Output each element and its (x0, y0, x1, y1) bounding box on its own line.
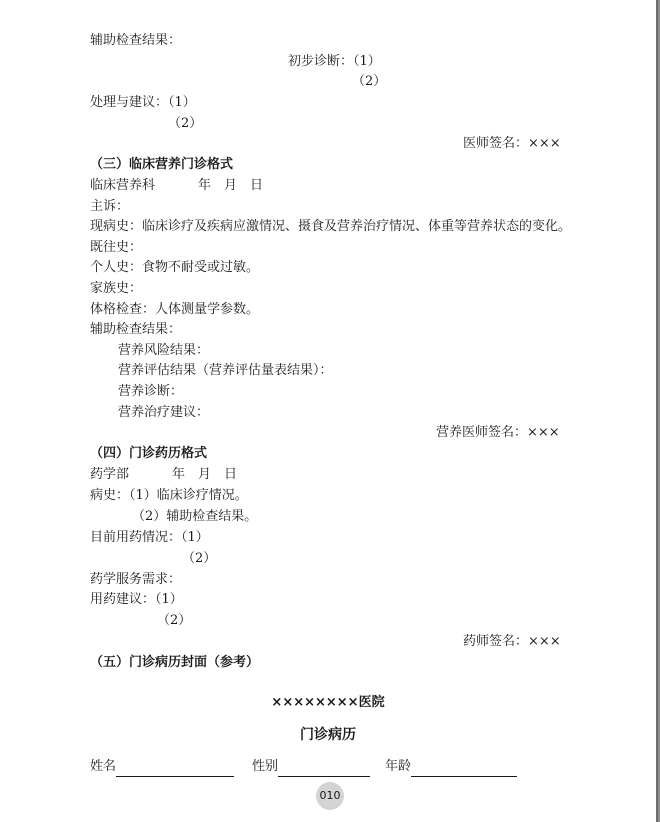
family-history: 家族史： (90, 281, 143, 296)
nutrition-date: 年 月 日 (198, 178, 264, 193)
medical-history-2: （2）辅助检查结果。 (132, 509, 258, 524)
medical-history-1: 病史：（1）临床诊疗情况。 (90, 488, 248, 503)
nutrition-assessment: 营养评估结果（营养评估量表结果）： (118, 363, 333, 378)
current-medication-2: （2） (182, 551, 217, 566)
age-blank (411, 760, 517, 777)
hospital-name: ××××××××医院 (271, 695, 385, 710)
age-field (385, 757, 517, 777)
pharmacy-service-needs: 药学服务需求： (90, 572, 182, 587)
gender-blank (278, 760, 370, 777)
nutrition-therapy-advice: 营养治疗建议： (118, 405, 210, 420)
current-medication-1: 目前用药情况：（1） (90, 530, 209, 545)
chief-complaint: 主诉： (90, 199, 130, 214)
nutrition-dept: 临床营养科 (90, 178, 156, 193)
pharmacist-signature: 药师签名：××× (463, 634, 561, 649)
medication-advice-2: （2） (157, 613, 192, 628)
section-5-title: （五）门诊病历封面（参考） (90, 655, 260, 670)
pharmacy-date: 年 月 日 (172, 467, 238, 482)
doctor-signature: 医师签名：××× (463, 136, 561, 151)
section-3-title: （三）临床营养门诊格式 (90, 157, 234, 172)
aux-exam-label: 辅助检查结果： (90, 33, 182, 48)
cover-title: 门诊病历 (300, 727, 356, 743)
gender-label: 性别 (252, 759, 279, 774)
gender-field (252, 757, 370, 777)
pharmacy-dept: 药学部 (90, 467, 130, 482)
name-blank (116, 760, 234, 777)
page-number: 010 (316, 782, 344, 810)
name-label: 姓名 (90, 759, 117, 774)
physical-exam: 体格检查：人体测量学参数。 (90, 302, 260, 317)
nutrition-aux-exam: 辅助检查结果： (90, 322, 182, 337)
treatment-advice-2: （2） (168, 116, 203, 131)
nutrition-diagnosis: 营养诊断： (118, 384, 184, 399)
personal-history: 个人史：食物不耐受或过敏。 (90, 260, 260, 275)
medication-advice-1: 用药建议：（1） (90, 592, 183, 607)
section-4-title: （四）门诊药历格式 (90, 446, 208, 461)
age-label: 年龄 (385, 759, 412, 774)
treatment-advice-1: 处理与建议：（1） (90, 95, 196, 110)
past-history: 既往史： (90, 240, 143, 255)
present-illness: 现病史：临床诊疗及疾病应激情况、摄食及营养治疗情况、体重等营养状态的变化。 (90, 219, 572, 234)
nutrition-risk: 营养风险结果： (118, 343, 210, 358)
preliminary-diagnosis-1: 初步诊断：（1） (288, 54, 381, 69)
preliminary-diagnosis-2: （2） (352, 74, 387, 89)
nutrition-doctor-signature: 营养医师签名：××× (436, 425, 560, 440)
name-field (90, 757, 234, 777)
